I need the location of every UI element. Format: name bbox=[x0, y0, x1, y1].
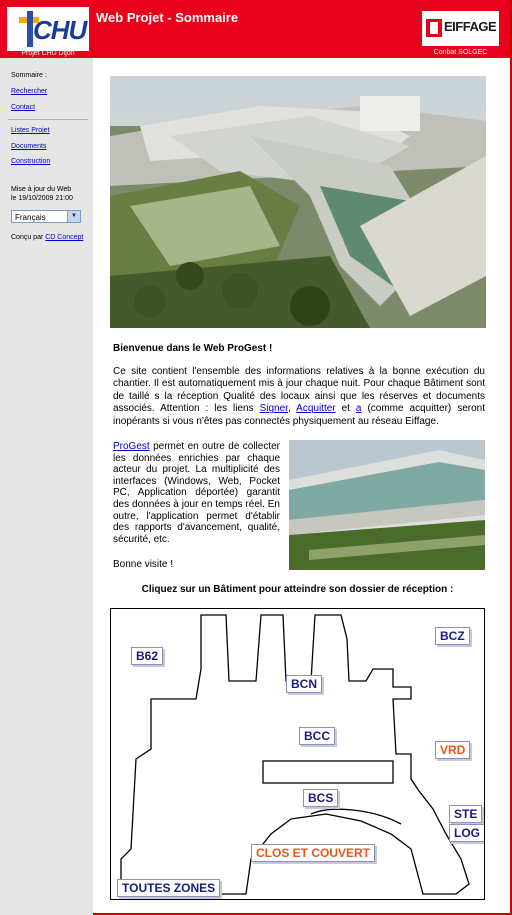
sidebar-link-documents[interactable]: Documents bbox=[11, 143, 47, 150]
intro-paragraph bbox=[113, 366, 485, 428]
intro-sep-1: , bbox=[287, 403, 297, 415]
sidebar bbox=[0, 58, 93, 915]
zone-bcn-button[interactable]: BCN bbox=[286, 675, 322, 693]
a-link[interactable]: a bbox=[355, 403, 362, 415]
update-label: Mise à jour du Web bbox=[11, 186, 72, 193]
update-date: le 19/10/2009 21:00 bbox=[11, 195, 73, 202]
intro-text-a: Ce site contient l'ensemble des informations relatives à la bonne exécution du chantier. Il est automatiquement mis à jour chaque nuit. Pour chaque Bâtiment sont de taillé s la réception Qualité des locaux ainsi que les réserves et documents associés. Attention : les liens bbox=[113, 366, 485, 415]
language-select-value: Français bbox=[15, 213, 46, 222]
zone-clos-couvert-button[interactable]: CLOS ET COUVERT bbox=[251, 844, 375, 862]
language-select[interactable] bbox=[11, 210, 81, 223]
zone-toutes-zones-button[interactable]: TOUTES ZONES bbox=[117, 879, 220, 897]
zone-bcc-button[interactable]: BCC bbox=[299, 727, 335, 745]
sidebar-link-rechercher[interactable]: Rechercher bbox=[11, 88, 48, 95]
zone-log-button[interactable]: LOG bbox=[449, 824, 485, 842]
building-facade-image bbox=[289, 440, 485, 570]
cd-concept-link[interactable]: CD Concept bbox=[45, 234, 84, 241]
chevron-down-icon[interactable]: ▼ bbox=[67, 211, 80, 222]
bonne-visite-text: Bonne visite ! bbox=[113, 559, 174, 570]
sidebar-link-contact[interactable]: Contact bbox=[11, 104, 36, 111]
hospital-aerial-image bbox=[110, 76, 486, 328]
header-banner bbox=[0, 0, 510, 58]
progest-text: permet en outre de collecter les données enrichies par chaque acteur du projet. La multiplicité des interfaces (Windows, Web, Pocket PC, Application déportée) garantit des données à jour en temps réel. En outre, l'application permet d'établir des rapports d'avancement, qualité, sécurité, etc. bbox=[113, 441, 280, 545]
eiffage-logo-caption: Conbat SOLGEC bbox=[433, 49, 488, 56]
signer-link[interactable]: Signer bbox=[259, 403, 288, 415]
sidebar-link-listes-projet[interactable]: Listes Projet bbox=[11, 127, 50, 134]
zone-bcs-button[interactable]: BCS bbox=[303, 789, 338, 807]
chu-logo-caption: Projet CHU Dijon bbox=[21, 50, 75, 57]
sidebar-link-construction[interactable]: Construction bbox=[11, 158, 51, 165]
zone-ste-button[interactable]: STE bbox=[449, 805, 482, 823]
eiffage-logo[interactable] bbox=[422, 11, 499, 46]
eiffage-mark-icon bbox=[426, 19, 442, 37]
plan-instruction: Cliquez sur un Bâtiment pour atteindre son dossier de réception : bbox=[141, 584, 454, 595]
sidebar-sommaire-label: Sommaire : bbox=[11, 72, 47, 79]
welcome-heading: Bienvenue dans le Web ProGest ! bbox=[113, 343, 273, 354]
site-plan-map bbox=[110, 608, 485, 900]
eiffage-logo-text: EIFFAGE bbox=[444, 19, 497, 34]
intro-text-b: (comme acquitter) seront inopérants si vous n'êtes pas connectés physiquement au réseau Eiffage. bbox=[113, 403, 485, 427]
page-title: Web Projet - Sommaire bbox=[96, 10, 239, 25]
sidebar-divider bbox=[8, 119, 88, 120]
concu-line bbox=[11, 234, 83, 241]
zone-bcz-button[interactable]: BCZ bbox=[435, 627, 470, 645]
intro-sep-2: et bbox=[335, 403, 356, 415]
zone-b62-button[interactable]: B62 bbox=[131, 647, 163, 665]
concu-label: Conçu par bbox=[11, 234, 44, 241]
acquitter-link[interactable]: Acquitter bbox=[296, 403, 336, 415]
chu-logo[interactable] bbox=[7, 7, 89, 51]
zone-vrd-button[interactable]: VRD bbox=[435, 741, 470, 759]
progest-link[interactable]: ProGest bbox=[113, 441, 150, 452]
chu-logo-text: CHU bbox=[33, 15, 87, 45]
progest-paragraph bbox=[113, 441, 280, 545]
